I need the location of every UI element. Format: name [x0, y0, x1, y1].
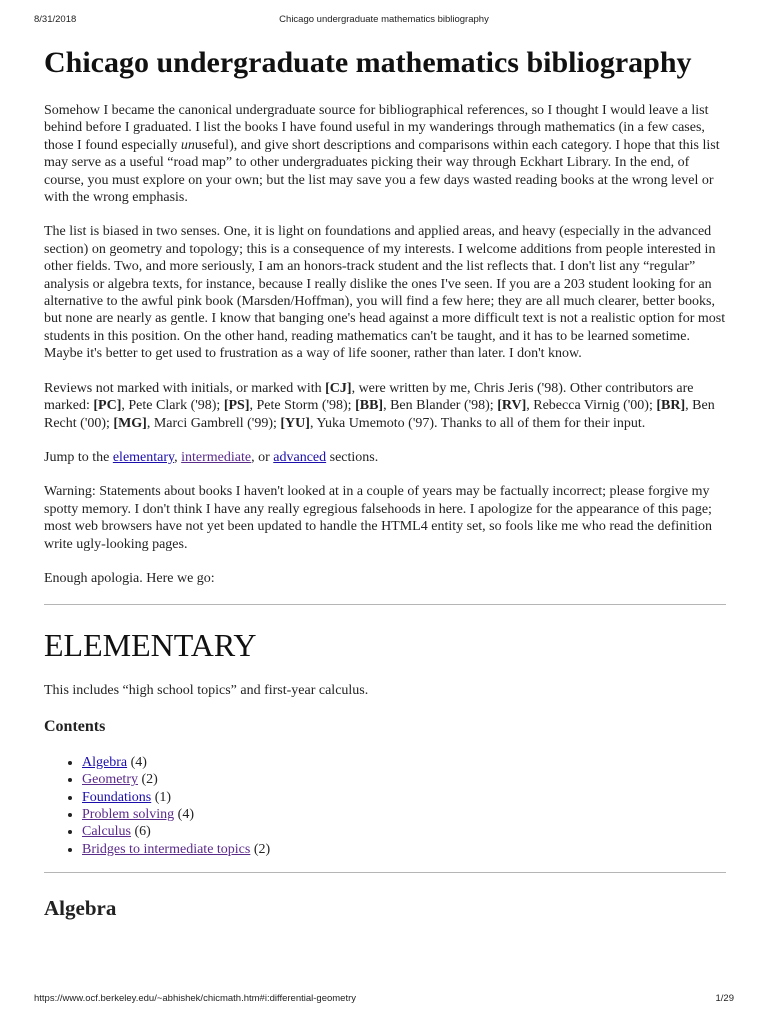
- initials-mg: [MG]: [113, 415, 147, 431]
- initials-rv: [RV]: [497, 398, 527, 414]
- print-url: https://www.ocf.berkeley.edu/~abhishek/chicmath.htm#i:differential-geometry: [34, 993, 357, 1004]
- toc-link-algebra[interactable]: Algebra: [82, 754, 128, 770]
- toc-link-foundations[interactable]: Foundations: [82, 789, 152, 805]
- page-title: Chicago undergraduate mathematics bibliography: [44, 46, 692, 79]
- initials-br: [BR]: [656, 398, 686, 414]
- print-footer: [34, 993, 734, 1007]
- print-title: Chicago undergraduate mathematics bibliography: [279, 14, 489, 25]
- section-divider: [44, 604, 726, 605]
- contents-list: [44, 754, 726, 858]
- jump-paragraph: Jump to the elementary, intermediate, or advanced sections.: [44, 449, 379, 465]
- emphasis-un: un: [180, 137, 195, 153]
- initials-yu: [YU]: [280, 415, 310, 431]
- toc-item-calculus: • Calculus (6): [82, 823, 726, 840]
- link-intermediate[interactable]: intermediate: [181, 449, 252, 465]
- elementary-description: This includes “high school topics” and first-year calculus.: [44, 683, 369, 699]
- apologia-paragraph: Enough apologia. Here we go:: [44, 570, 215, 586]
- toc-item-problem-solving: • Problem solving (4): [82, 806, 726, 823]
- toc-link-geometry[interactable]: Geometry: [82, 772, 138, 788]
- link-elementary[interactable]: elementary: [112, 449, 175, 465]
- page-number: 1/29: [715, 993, 734, 1004]
- section-heading-elementary: ELEMENTARY: [44, 627, 257, 664]
- intro-paragraph-1: Somehow I became the canonical undergraduate source for bibliographical references, so I thought I would leave a list behind before I graduated. I list the books I have found useful in my wanderings through mathematics (in a few cases, those I found especially unuseful), and give short descriptions and comparisons within each category. I hope that this list may serve as a useful “road map” to other undergraduates picking their way through Eckhart Library. In the end, of course, you must explore on your own; but the list may save you a few days wasted reading books at the wrong level or with the wrong emphasis.: [44, 103, 720, 206]
- contents-heading: Contents: [44, 717, 106, 735]
- toc-item-bridges: • Bridges to intermediate topics (2): [82, 841, 726, 858]
- link-advanced[interactable]: advanced: [273, 449, 327, 465]
- toc-item-algebra: • Algebra (4): [82, 754, 726, 771]
- initials-ps: [PS]: [223, 398, 250, 414]
- toc-link-problem-solving[interactable]: Problem solving: [82, 806, 175, 822]
- intro-paragraph-2: The list is biased in two senses. One, it is light on foundations and applied areas, and heavy (especially in the advanced section) on geometry and topology; this is a consequence of my interests. I welcome additions from people interested in other fields. Two, and more seriously, I am an honors-track student and the list reflects that. I don't list any “regular” analysis or algebra texts, for instance, because I really dislike the ones I've seen. If you are a 203 student looking for an alternative to the awful pink book (Marsden/Hoffman), you will find a few here; they are all much clearer, better books, but none are nearly as gentle. I know that banging one's head against a more difficult text is not a realistic option for most students in this position. On the other hand, reading mathematics can't be taught, and it has to be learned sometime. Maybe it's better to get used to frustration as a way of life sooner, rather than later. I don't know.: [44, 224, 726, 362]
- print-date: 8/31/2018: [34, 14, 77, 25]
- initials-bb: [BB]: [355, 398, 384, 414]
- toc-item-foundations: • Foundations (1): [82, 789, 726, 806]
- warning-paragraph: Warning: Statements about books I haven't looked at in a couple of years may be factually incorrect; please forgive my spotty memory. I don't think I have any really egregious falsehoods in here. I apologize for the appearance of this page; most web browsers have not yet been updated to handle the HTML4 entity set, so fools like me who read the definition write ugly-looking pages.: [44, 484, 712, 552]
- toc-link-calculus[interactable]: Calculus: [82, 824, 131, 840]
- contributors-paragraph: Reviews not marked with initials, or marked with [CJ], were written by me, Chris Jeris ('98). Other contributors are marked: [PC], Pete Clark ('98); [PS], Pete Storm ('98); [BB], Ben Blander ('98); [RV], Rebecca Virnig ('00); [BR], Ben Recht ('00); [MG], Marci Gambrell ('99); [YU], Yuka Umemoto ('97). Thanks to all of them for their input.: [44, 380, 715, 431]
- initials-pc: [PC]: [93, 398, 122, 414]
- section-divider-2: [44, 872, 726, 873]
- toc-item-geometry: • Geometry (2): [82, 771, 726, 788]
- initials-cj: [CJ]: [325, 380, 352, 396]
- toc-link-bridges[interactable]: Bridges to intermediate topics: [82, 841, 251, 857]
- subsection-heading-algebra: Algebra: [44, 896, 117, 921]
- page-content: [44, 44, 726, 921]
- print-header: [34, 14, 734, 28]
